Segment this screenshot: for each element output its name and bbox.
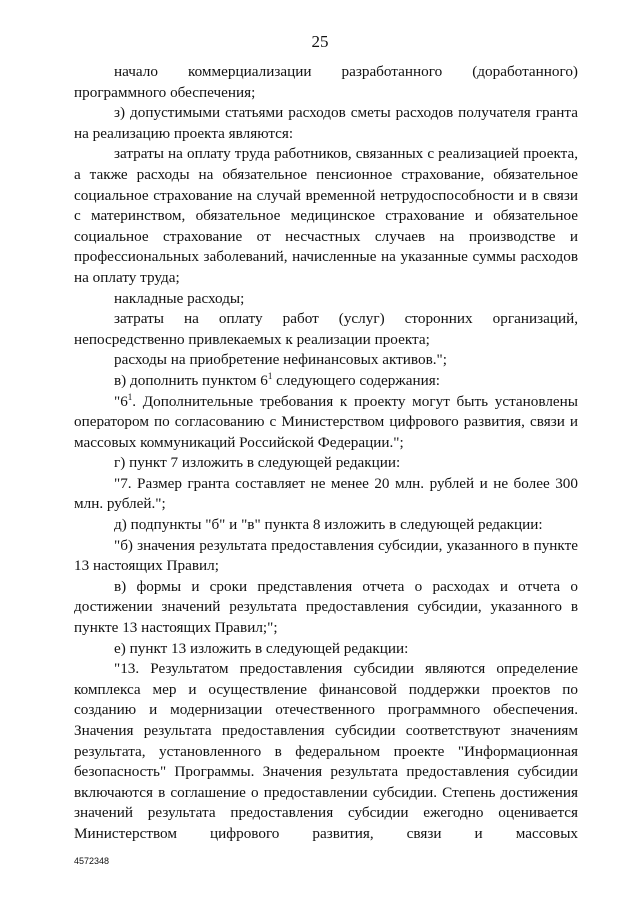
paragraph: "б) значения результата предоставления субсидии, указанного в пункте 13 настоящих Правил;: [74, 536, 578, 575]
paragraph-text: "6: [114, 392, 128, 410]
superscript: 1: [127, 391, 133, 402]
paragraph: затраты на оплату труда работников, связанных с реализацией проекта, а также расходы на обязательное пенсионное страхование, обязательное социальное страхование на случай временной нетрудоспособности и в связи с материнством, обязательное медицинское страхование и обязательное социальное страхование от несчастных случаев на производстве и профессиональных заболеваний, начисленные на указанные суммы расходов на оплату труда;: [74, 145, 578, 286]
superscript: 1: [267, 370, 273, 381]
paragraph: начало коммерциализации разработанного (доработанного) программного обеспечения;: [74, 63, 578, 101]
paragraph: з) допустимыми статьями расходов сметы расходов получателя гранта на реализацию проекта являются:: [74, 104, 578, 142]
paragraph: е) пункт 13 изложить в следующей редакции:: [114, 639, 409, 657]
document-id: 4572348: [74, 856, 110, 866]
paragraph: [74, 392, 578, 454]
paragraph: "7. Размер гранта составляет не менее 20 млн. рублей и не более 300 млн. рублей.";: [74, 474, 578, 513]
paragraph: затраты на оплату работ (услуг) сторонних организаций, непосредственно привлекаемых к реализации проекта;: [74, 310, 578, 348]
paragraph: в) формы и сроки представления отчета о расходах и отчета о достижении значений результата предоставления субсидии, указанного в пункте 13 настоящих Правил;";: [74, 577, 578, 637]
paragraph: накладные расходы;: [114, 289, 245, 307]
paragraph: "13. Результатом предоставления субсидии являются определение комплекса мер и осуществление финансовой поддержки проектов по созданию и модернизации отечественного программного обеспечения. Значения результата предоставления субсидии соответствуют значениям результата, установленного в федеральном проекте "Информационная безопасность" Программы. Значения результата предоставления субсидии включаются в соглашение о предоставлении субсидии. Степень достижения значений результата предоставления субсидии ежегодно оценивается Министерством цифрового развития, связи и массовых: [74, 660, 578, 842]
paragraph-text: следующего содержания:: [272, 371, 440, 389]
document-body: [74, 62, 578, 845]
paragraph: [74, 371, 578, 392]
paragraph: расходы на приобретение нефинансовых активов.";: [114, 351, 447, 369]
paragraph: д) подпункты "б" и "в" пункта 8 изложить в следующей редакции:: [114, 516, 543, 534]
page-number: 25: [311, 32, 329, 51]
paragraph-text: . Дополнительные требования к проекту могут быть установлены оператором по согласованию с Министерством цифрового развития, связи и массовых коммуникаций Российской Федерации.";: [74, 392, 578, 451]
paragraph: г) пункт 7 изложить в следующей редакции:: [114, 454, 401, 472]
paragraph-text: в) дополнить пунктом 6: [114, 371, 268, 389]
